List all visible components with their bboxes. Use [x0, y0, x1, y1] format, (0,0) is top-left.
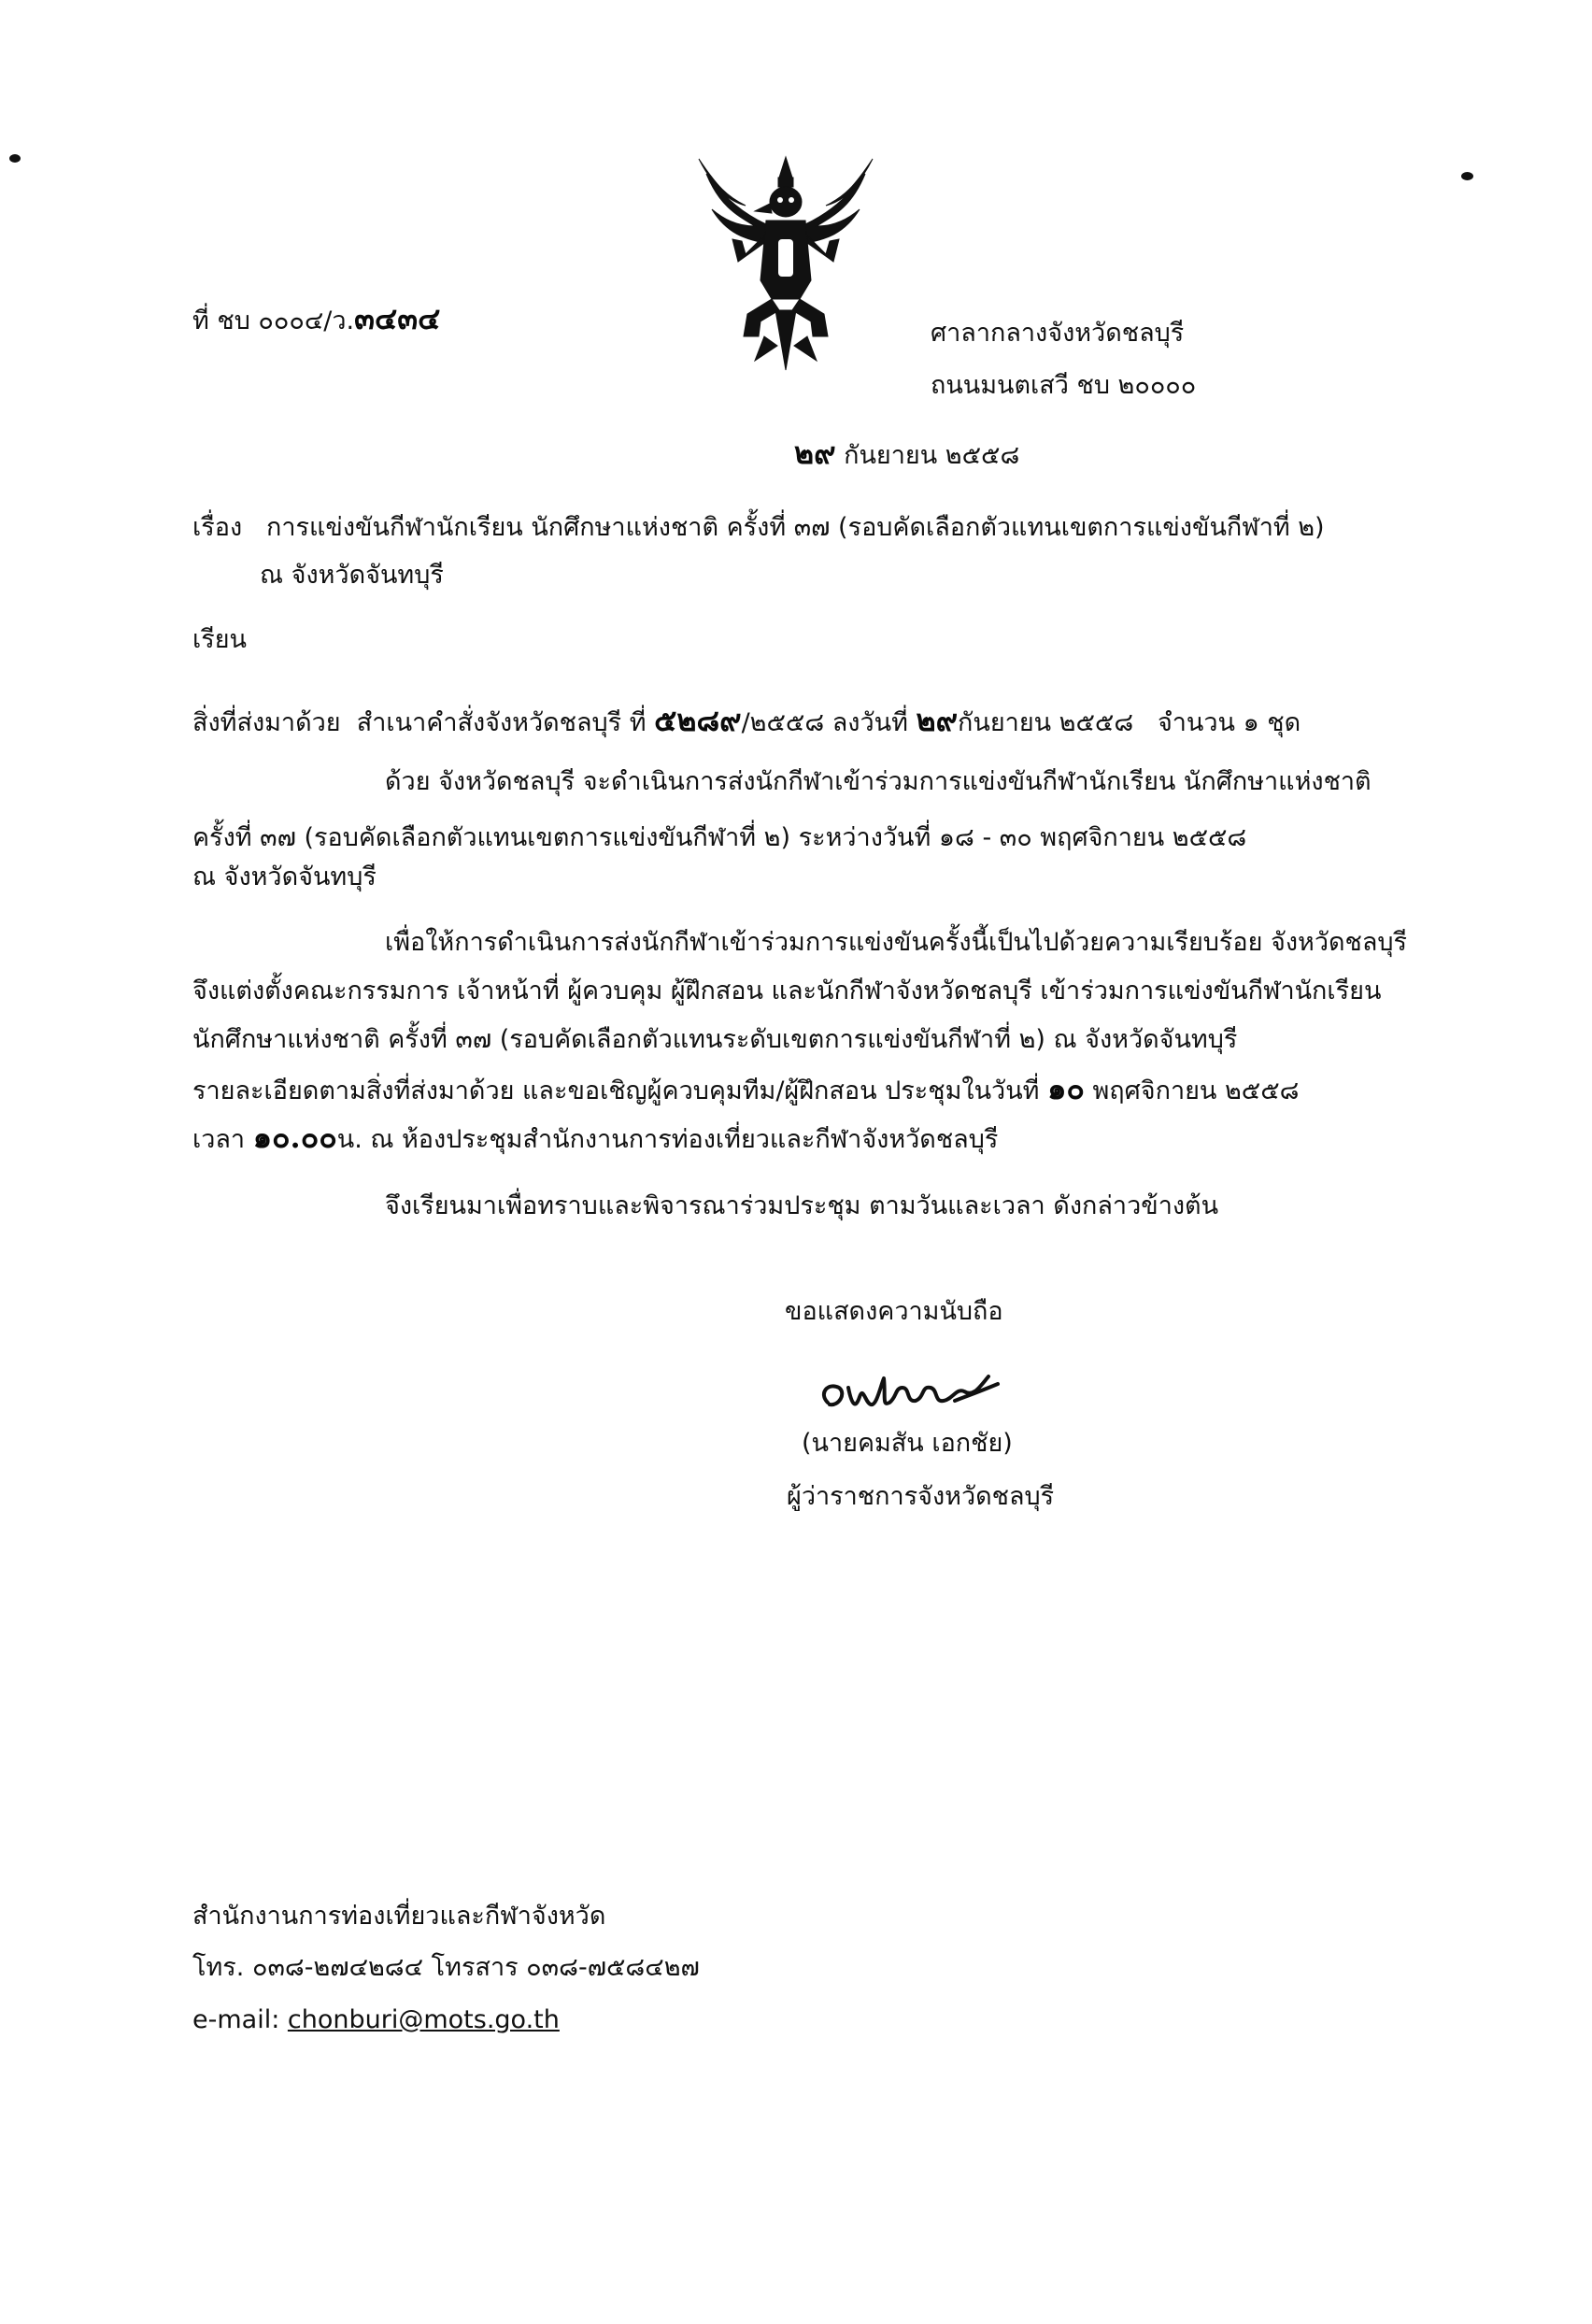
closing-phrase: ขอแสดงความนับถือ: [785, 1297, 1003, 1326]
paragraph-1-line-1: ด้วย จังหวัดชลบุรี จะดำเนินการส่งนักกีฬาเข้าร่วมการแข่งขันกีฬานักเรียน นักศึกษาแห่งชาติ: [385, 767, 1372, 796]
enclosure-text-b: /๒๕๕๘ ลงวันที่: [741, 708, 908, 737]
footer-office: สำนักงานการท่องเที่ยวและกีฬาจังหวัด: [192, 1902, 606, 1931]
paragraph-2-line-4: [192, 1071, 1299, 1109]
organization-address: ถนนมนตเสวี ชบ ๒๐๐๐๐: [931, 371, 1197, 400]
letter-date: [794, 435, 1019, 474]
paragraph-1-line-2: ครั้งที่ ๓๗ (รอบคัดเลือกตัวแทนเขตการแข่งขันกีฬาที่ ๒) ระหว่างวันที่ ๑๘ - ๓๐ พฤศจิกายน ๒๕๕๘: [192, 823, 1247, 852]
enclosure-date-handwritten: ๒๙: [916, 703, 959, 738]
handwritten-signature: [815, 1360, 1011, 1425]
signer-title: ผู้ว่าราชการจังหวัดชลบุรี: [787, 1482, 1055, 1511]
paragraph-2-line-1: เพื่อให้การดำเนินการส่งนักกีฬาเข้าร่วมการแข่งขันครั้งนี้เป็นไปด้วยความเรียบร้อย จังหวัดชลบุรี: [385, 928, 1408, 957]
enclosure-text-c: กันยายน ๒๕๕๘: [958, 708, 1134, 737]
subject-line-2: ณ จังหวัดจันทบุรี: [260, 561, 444, 590]
paragraph-1-line-3: ณ จังหวัดจันทบุรี: [192, 863, 377, 891]
time-label: เวลา: [192, 1125, 246, 1154]
date-month-year: กันยายน ๒๕๕๘: [844, 441, 1020, 470]
footer-email: [192, 2003, 560, 2038]
paragraph-2-line-3: นักศึกษาแห่งชาติ ครั้งที่ ๓๗ (รอบคัดเลือกตัวแทนระดับเขตการแข่งขันกีฬาที่ ๒) ณ จังหวัดจันทบุรี: [192, 1025, 1238, 1054]
enclosure-amount: จำนวน ๑ ชุด: [1157, 708, 1301, 737]
closing-paragraph: จึงเรียนมาเพื่อทราบและพิจารณาร่วมประชุม ตามวันและเวลา ดังกล่าวข้างต้น: [385, 1191, 1219, 1220]
reference-handwritten-number: ๓๔๓๔: [354, 301, 441, 336]
enclosure-number-handwritten: ๕๒๘๙: [654, 703, 742, 738]
scan-speck: [1461, 172, 1473, 180]
footer-email-link[interactable]: chonburi@mots.go.th: [287, 2005, 560, 2034]
garuda-emblem-icon: [689, 150, 882, 376]
paragraph-2-line-2: จึงแต่งตั้งคณะกรรมการ เจ้าหน้าที่ ผู้ควบคุม ผู้ฝึกสอน และนักกีฬาจังหวัดชลบุรี เข้าร่วมการแข่งขันกีฬานักเรียน: [192, 977, 1382, 1005]
subject-label: เรื่อง: [192, 513, 243, 542]
enclosure-line: [192, 703, 1301, 741]
signer-name: (นายคมสัน เอกชัย): [802, 1429, 1013, 1458]
reference-prefix: ที่ ชบ ๐๐๐๔/ว.: [192, 307, 355, 335]
meeting-month-year: พฤศจิกายน ๒๕๕๘: [1092, 1076, 1300, 1105]
meeting-day-handwritten: ๑๐: [1047, 1071, 1085, 1106]
date-day-handwritten: ๒๙: [794, 435, 836, 471]
paragraph-2-line-4-text: รายละเอียดตามสิ่งที่ส่งมาด้วย และขอเชิญผู้ควบคุมทีม/ผู้ฝึกสอน ประชุมในวันที่: [192, 1076, 1040, 1105]
meeting-time-handwritten: ๑๐.๐๐: [252, 1119, 337, 1155]
scan-speck: [9, 154, 21, 163]
footer-phone: โทร. ๐๓๘-๒๗๔๒๘๔ โทรสาร ๐๓๘-๗๕๘๔๒๗: [192, 1953, 700, 1982]
meeting-location: น. ณ ห้องประชุมสำนักงานการท่องเที่ยวและกีฬาจังหวัดชลบุรี: [336, 1125, 999, 1154]
paragraph-2-line-5: [192, 1119, 998, 1158]
subject-line-1: การแข่งขันกีฬานักเรียน นักศึกษาแห่งชาติ ครั้งที่ ๓๗ (รอบคัดเลือกตัวแทนเขตการแข่งขันกีฬาที่ ๒): [266, 513, 1325, 542]
salutation: เรียน: [192, 625, 248, 654]
organization-name: ศาลากลางจังหวัดชลบุรี: [931, 319, 1185, 348]
enclosure-text-a: สำเนาคำสั่งจังหวัดชลบุรี ที่: [356, 708, 647, 737]
enclosure-label: สิ่งที่ส่งมาด้วย: [192, 708, 341, 737]
reference-number: [192, 301, 440, 339]
footer-email-label: e-mail:: [192, 2005, 280, 2034]
